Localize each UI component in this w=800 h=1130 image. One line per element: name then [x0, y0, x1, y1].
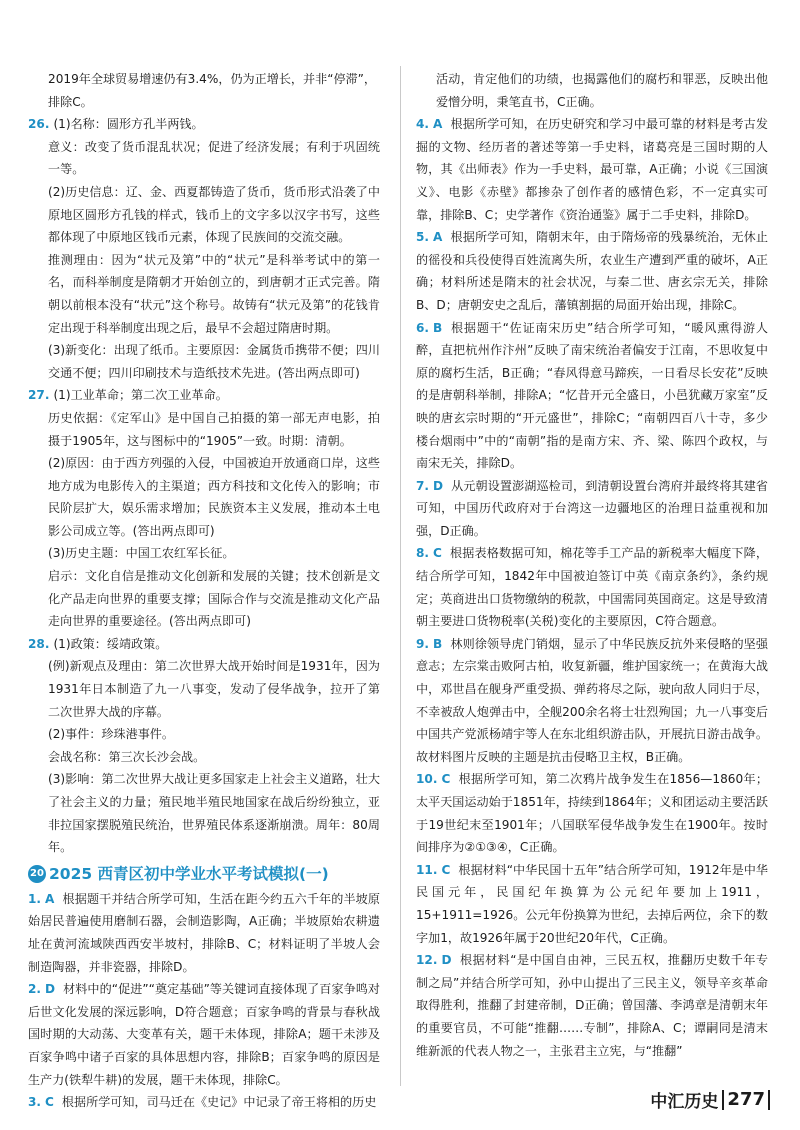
section-title-text: 2025 西青区初中学业水平考试模拟(一): [49, 864, 329, 883]
answer-paragraph: [28, 888, 380, 978]
answer-choice: C: [441, 772, 451, 787]
section-number-badge: 20: [28, 865, 46, 883]
answer-paragraph: [28, 723, 380, 746]
answer-item: [416, 859, 768, 949]
page-footer: [650, 1087, 770, 1112]
answer-paragraph: [416, 633, 768, 769]
question-number: 10.: [416, 772, 438, 787]
answer-text: (例)新观点及理由：第二次世界大战开始时间是1931年，因为1931年日本制造了九一八事变，发动了侵华战争，拉开了第二次世界大战的序幕。: [48, 659, 380, 719]
answer-item: [28, 113, 380, 384]
question-number: 7.: [416, 478, 430, 493]
answer-item: [28, 1091, 380, 1114]
answer-item: [416, 68, 768, 113]
footer-label: 中汇历史: [650, 1092, 719, 1112]
answer-paragraph: [28, 565, 380, 633]
answer-paragraph: [416, 226, 768, 316]
question-number: 1.: [28, 891, 42, 906]
answer-item: [28, 888, 380, 978]
answer-choice: A: [45, 891, 55, 906]
answer-text: (3)新变化：出现了纸币。主要原因：金属货币携带不便；四川交通不便；四川印刷技术与造纸技术先进。(答出两点即可): [48, 343, 380, 380]
answer-item: [416, 949, 768, 1062]
answer-paragraph: [416, 768, 768, 858]
question-number: 8.: [416, 546, 430, 561]
answer-paragraph: [28, 249, 380, 339]
section-title: [28, 862, 380, 886]
question-number: 11.: [416, 862, 438, 877]
question-number: 26.: [28, 117, 50, 132]
page-number: 277: [722, 1090, 770, 1110]
question-number: 9.: [416, 636, 430, 651]
answer-text: 根据所学可知，在历史研究和学习中最可靠的材料是考古发掘的文物、经历者的著述等第一手史料，诸葛亮是三国时期的人物，其《出师表》作为一手史料，最可靠，A正确；小说《三国演义》、电影《赤壁》都掺杂了创作者的感情色彩，不一定真实可靠，排除B、C；史学著作《资治通鉴》属于二手史料，排除D。: [416, 117, 768, 222]
question-number: 28.: [28, 636, 50, 651]
answer-choice: B: [433, 636, 443, 651]
answer-paragraph: [416, 859, 768, 949]
answer-text: (1)工业革命；第二次工业革命。: [53, 388, 228, 403]
answer-text: 活动，肯定他们的功绩，也揭露他们的腐朽和罪恶，反映出他爱憎分明，秉笔直书，C正确。: [436, 72, 768, 109]
answer-choice: C: [433, 546, 442, 561]
answer-text: 推测理由：因为“状元及第”中的“状元”是科举考试中的第一名，而科举制度是隋朝才开始创立的，到唐朝才正式完善。隋朝以前根本没有“状元”这个称号。故铸有“状元及第”的花钱肯定出现于科举制度出现之后，最早不会超过隋唐时期。: [48, 252, 380, 335]
right-column: [416, 68, 768, 1062]
answer-paragraph: [28, 1091, 380, 1114]
answer-item: [28, 68, 380, 113]
answer-paragraph: [416, 317, 768, 475]
answer-paragraph: [416, 949, 768, 1062]
left-answer-list: [28, 68, 380, 859]
question-number: 6.: [416, 320, 430, 335]
answer-paragraph: [28, 633, 380, 656]
answer-item: [416, 113, 768, 226]
answer-paragraph: [28, 136, 380, 181]
answer-paragraph: [28, 768, 380, 858]
answer-text: (1)名称：圆形方孔半两钱。: [53, 117, 204, 132]
answer-text: 意义：改变了货币混乱状况；促进了经济发展；有利于巩固统一等。: [48, 139, 380, 177]
answer-choice: C: [45, 1095, 54, 1110]
answer-text: 2019年全球贸易增速仍有3.4%，仍为正增长，并非“停滞”，: [48, 72, 377, 86]
answer-text: 排除C。: [48, 94, 93, 109]
answer-text: 根据材料“中华民国十五年”结合所学可知，1912年是中华民国元年，民国纪年换算为公元纪年要加上1911，15+1911=1926。公元年份换算为世纪，去掉后两位，余下的数字加1，故1926年属于20世纪20年代，C正确。: [416, 862, 768, 945]
answer-item: [416, 317, 768, 475]
answer-item: [416, 768, 768, 858]
answer-item: [416, 475, 768, 543]
answer-text: 根据材料“是中国自由神，三民五权，推翻历史数千年专制之局”并结合所学可知，孙中山提出了三民主义，领导辛亥革命取得胜利，推翻了封建帝制，D正确；曾国藩、李鸿章是清朝末年的重要官员，不可能“推翻……专制”，排除A、C；谭嗣同是清末维新派的代表人物之一，主张君主立宪，与“推翻”: [416, 953, 768, 1058]
answer-paragraph: [28, 181, 380, 249]
answer-item: [416, 633, 768, 769]
answer-paragraph: [28, 978, 380, 1091]
answer-paragraph: [416, 475, 768, 543]
answer-item: [416, 542, 768, 632]
answer-text: (1)政策：绥靖政策。: [53, 636, 168, 651]
answer-paragraph: [28, 746, 380, 769]
answer-choice: D: [441, 953, 452, 968]
answer-paragraph: [28, 113, 380, 136]
answer-choice: B: [433, 320, 443, 335]
answer-paragraph: [28, 542, 380, 565]
column-divider: [400, 66, 401, 1086]
answer-text: 根据所学可知，司马迁在《史记》中记录了帝王将相的历史: [61, 1095, 377, 1110]
answer-paragraph: [28, 452, 380, 542]
answer-item: [28, 384, 380, 633]
question-number: 12.: [416, 953, 438, 968]
answer-choice: C: [441, 862, 451, 877]
section-answer-list: [28, 888, 380, 1114]
answer-paragraph: [28, 384, 380, 407]
question-number: 2.: [28, 982, 42, 997]
answer-choice: A: [433, 117, 443, 132]
answer-text: 根据题干并结合所学可知，生活在距今约五六千年的半坡原始居民普遍使用磨制石器，会制造影陶，A正确；半坡原始农耕遗址在黄河流域陕西西安半坡村，排除B、C；材料证明了半坡人会制造陶器，并非瓷器，排除D。: [28, 891, 380, 974]
answer-choice: D: [45, 982, 56, 997]
right-answer-list: [416, 68, 768, 1062]
answer-text: 根据题干“佐证南宋历史”结合所学可知，“暖风熏得游人醉，直把杭州作汴州”反映了南宋统治者偏安于江南，不思收复中原的腐朽生活，B正确；“春风得意马蹄疾，一日看尽长安花”反映的是唐朝科举制，排除A；“忆昔开元全盛日，小邑犹藏万家室”反映的唐玄宗时期的“开元盛世”，排除C；“南朝四百八十寺，多少楼台烟雨中”中的“南朝”指的是南方宋、齐、梁、陈四个政权，与南宋无关，排除D。: [416, 320, 768, 471]
answer-text: (3)影响：第二次世界大战让更多国家走上社会主义道路，壮大了社会主义的力量；殖民地半殖民地国家在战后纷纷独立，亚非拉国家摆脱殖民统治，世界殖民体系逐渐崩溃。周年：80周年。: [48, 772, 380, 855]
answer-text: 根据所学可知，隋朝末年，由于隋炀帝的残暴统治，无休止的徭役和兵役使得百姓流离失所，农业生产遭到严重的破坏，A正确；材料所述是隋末的社会状况，与秦二世、唐玄宗无关，排除B、D；唐朝安史之乱后，藩镇割据的局面开始出现，排除C。: [416, 230, 768, 312]
answer-text: 材料中的“促进”“奠定基础”等关键词直接体现了百家争鸣对后世文化发展的深远影响，D符合题意；百家争鸣的背景与春秋战国时期的大动荡、大变革有关，题干未体现，排除A；题干未涉及百家争鸣中诸子百家的具体思想内容，排除B；百家争鸣的原因是生产力(铁犁牛耕)的发展，题干未体现，排除C。: [28, 982, 380, 1087]
question-number: 27.: [28, 388, 50, 403]
answer-item: [416, 226, 768, 316]
left-column: [28, 68, 380, 1114]
answer-paragraph: [416, 113, 768, 226]
answer-choice: D: [433, 478, 444, 493]
answer-paragraph: [28, 91, 380, 114]
answer-text: 会战名称：第三次长沙会战。: [48, 749, 206, 764]
answer-paragraph: [28, 68, 380, 91]
answer-paragraph: [416, 542, 768, 632]
answer-text: (2)原因：由于西方列强的入侵，中国被迫开放通商口岸，这些地方成为电影传入的主渠道；西方科技和文化传入的影响；市民阶层扩大，娱乐需求增加；民族资本主义发展，推动本土电影公司成立等。(答出两点即可): [48, 456, 380, 538]
answer-text: 根据表格数据可知，棉花等手工产品的新税率大幅度下降，结合所学可知，1842年中国被迫签订中英《南京条约》，条约规定；英商进出口货物缴纳的税款，中国需同英国商定。这是导致清朝主要进口货物税率(关税)变化的主要原因，C符合题意。: [416, 546, 768, 629]
answer-text: (2)历史信息：辽、金、西夏都铸造了货币，货币形式沿袭了中原地区圆形方孔钱的样式，钱币上的文字多以汉字书写，这些都体现了中原地区钱币元素，体现了民族间的交流交融。: [48, 184, 380, 245]
answer-text: 根据所学可知，第二次鸦片战争发生在1856—1860年；太平天国运动始于1851年，持续到1864年；义和团运动主要活跃于19世纪末至1901年；八国联军侵华战争发生在1900年。按时间排序为②①③④，C正确。: [416, 772, 768, 855]
answer-item: [28, 633, 380, 859]
question-number: 5.: [416, 230, 430, 245]
answer-paragraph: [28, 339, 380, 384]
answer-choice: A: [433, 230, 443, 245]
answer-paragraph: [28, 407, 380, 452]
answer-text: (3)历史主题：中国工农红军长征。: [48, 546, 235, 561]
answer-paragraph: [28, 655, 380, 723]
answer-text: 林则徐领导虎门销烟，显示了中华民族反抗外来侵略的坚强意志；左宗棠击败阿古柏，收复新疆，维护国家统一；在黄海大战中，邓世昌在舰身严重受损、弹药将尽之际，驶向敌人同归于尽，不幸被敌人炮弹击中，全舰200余名将士壮烈殉国；九一八事变后中国共产党派杨靖宇等人在东北组织游击队，开展抗日游击战争。故材料图片反映的主题是抗击侵略卫主权，B正确。: [416, 636, 768, 764]
answer-text: (2)事件：珍珠港事件。: [48, 727, 174, 742]
answer-paragraph: [416, 68, 768, 113]
question-number: 3.: [28, 1095, 42, 1110]
answer-item: [28, 978, 380, 1091]
answer-text: 启示：文化自信是推动文化创新和发展的关键；技术创新是文化产品走向世界的重要支撑；国际合作与交流是推动文化产品走向世界的重要途径。(答出两点即可): [48, 569, 380, 629]
answer-text: 从元朝设置澎湖巡检司，到清朝设置台湾府并最终将其建省可知，中国历代政府对于台湾这一边疆地区的治理日益重视和加强，D正确。: [416, 478, 768, 538]
question-number: 4.: [416, 117, 430, 132]
answer-text: 历史依据：《定军山》是中国自己拍摄的第一部无声电影，拍摄于1905年，这与图标中的“1905”一致。时期：清朝。: [48, 410, 380, 448]
